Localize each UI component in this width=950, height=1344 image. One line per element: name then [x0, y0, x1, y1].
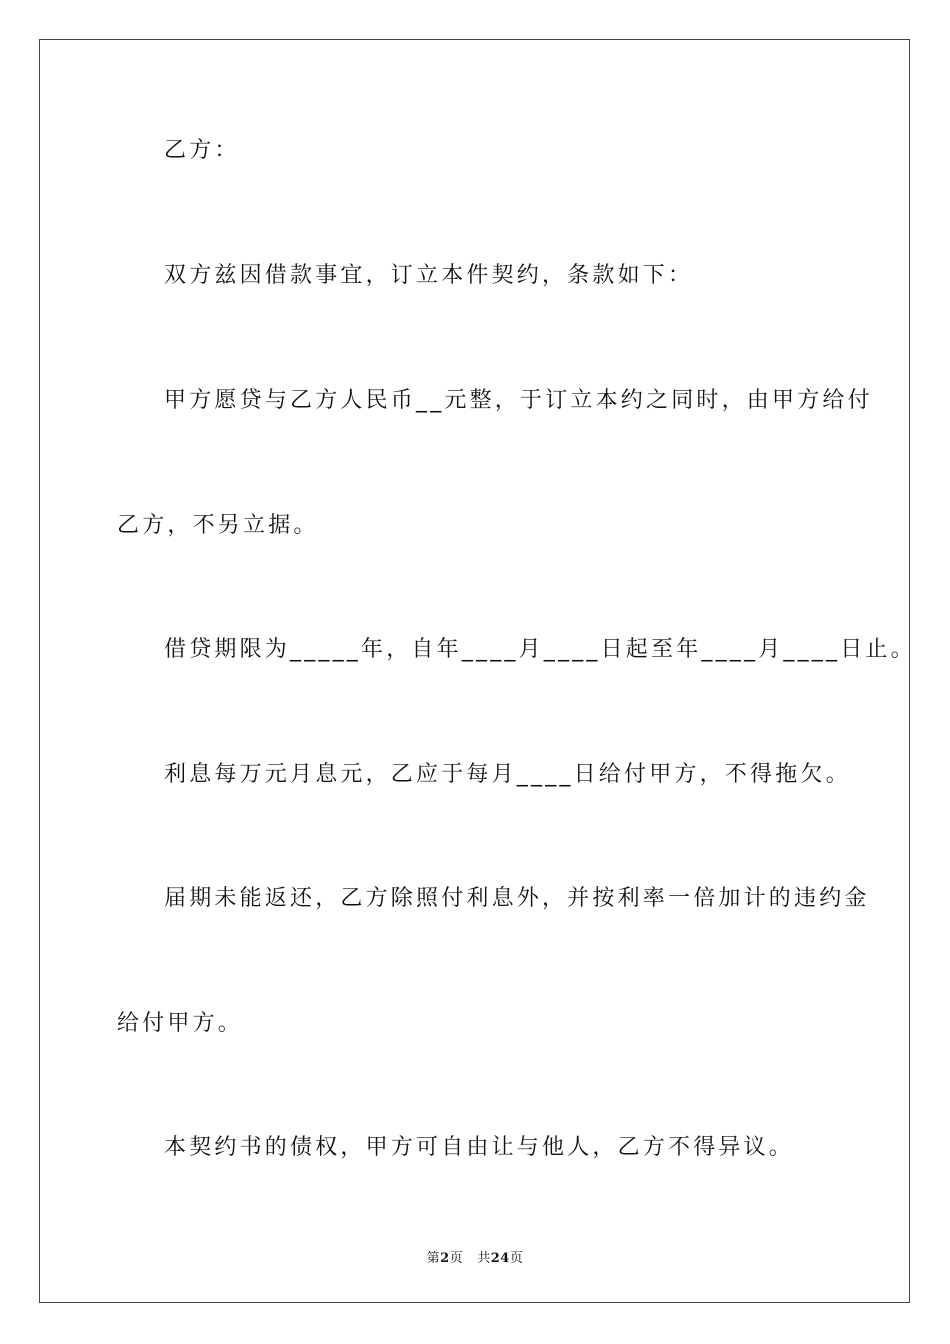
page-suffix: 页: [449, 1251, 464, 1266]
page-footer: [0, 1247, 950, 1266]
preamble-paragraph: 双方兹因借款事宜，订立本件契约，条款如下：: [164, 263, 694, 288]
party-b-label: 乙方：: [164, 138, 240, 163]
loan-amount-paragraph: 甲方愿贷与乙方人民币__元整，于订立本约之同时，由甲方给付: [164, 388, 873, 413]
default-penalty-paragraph-continued: 给付甲方。: [117, 1011, 244, 1036]
creditor-rights-paragraph: 本契约书的债权，甲方可自由让与他人，乙方不得异议。: [164, 1135, 795, 1160]
interest-paragraph: 利息每万元月息元，乙应于每月____日给付甲方，不得拖欠。: [164, 762, 851, 787]
total-prefix: 共: [477, 1251, 491, 1266]
page-prefix: 第: [426, 1251, 441, 1266]
page-frame: [39, 39, 910, 1303]
default-penalty-paragraph: 届期未能返还，乙方除照付利息外，并按利率一倍加计的违约金: [164, 886, 870, 911]
total-pages: 24: [490, 1251, 510, 1266]
loan-amount-paragraph-continued: 乙方，不另立据。: [117, 513, 319, 538]
page-number: 2: [440, 1251, 450, 1266]
loan-term-paragraph: 借贷期限为_____年，自年____月____日起至年____月____日止。: [164, 637, 916, 662]
total-suffix: 页: [509, 1251, 524, 1266]
